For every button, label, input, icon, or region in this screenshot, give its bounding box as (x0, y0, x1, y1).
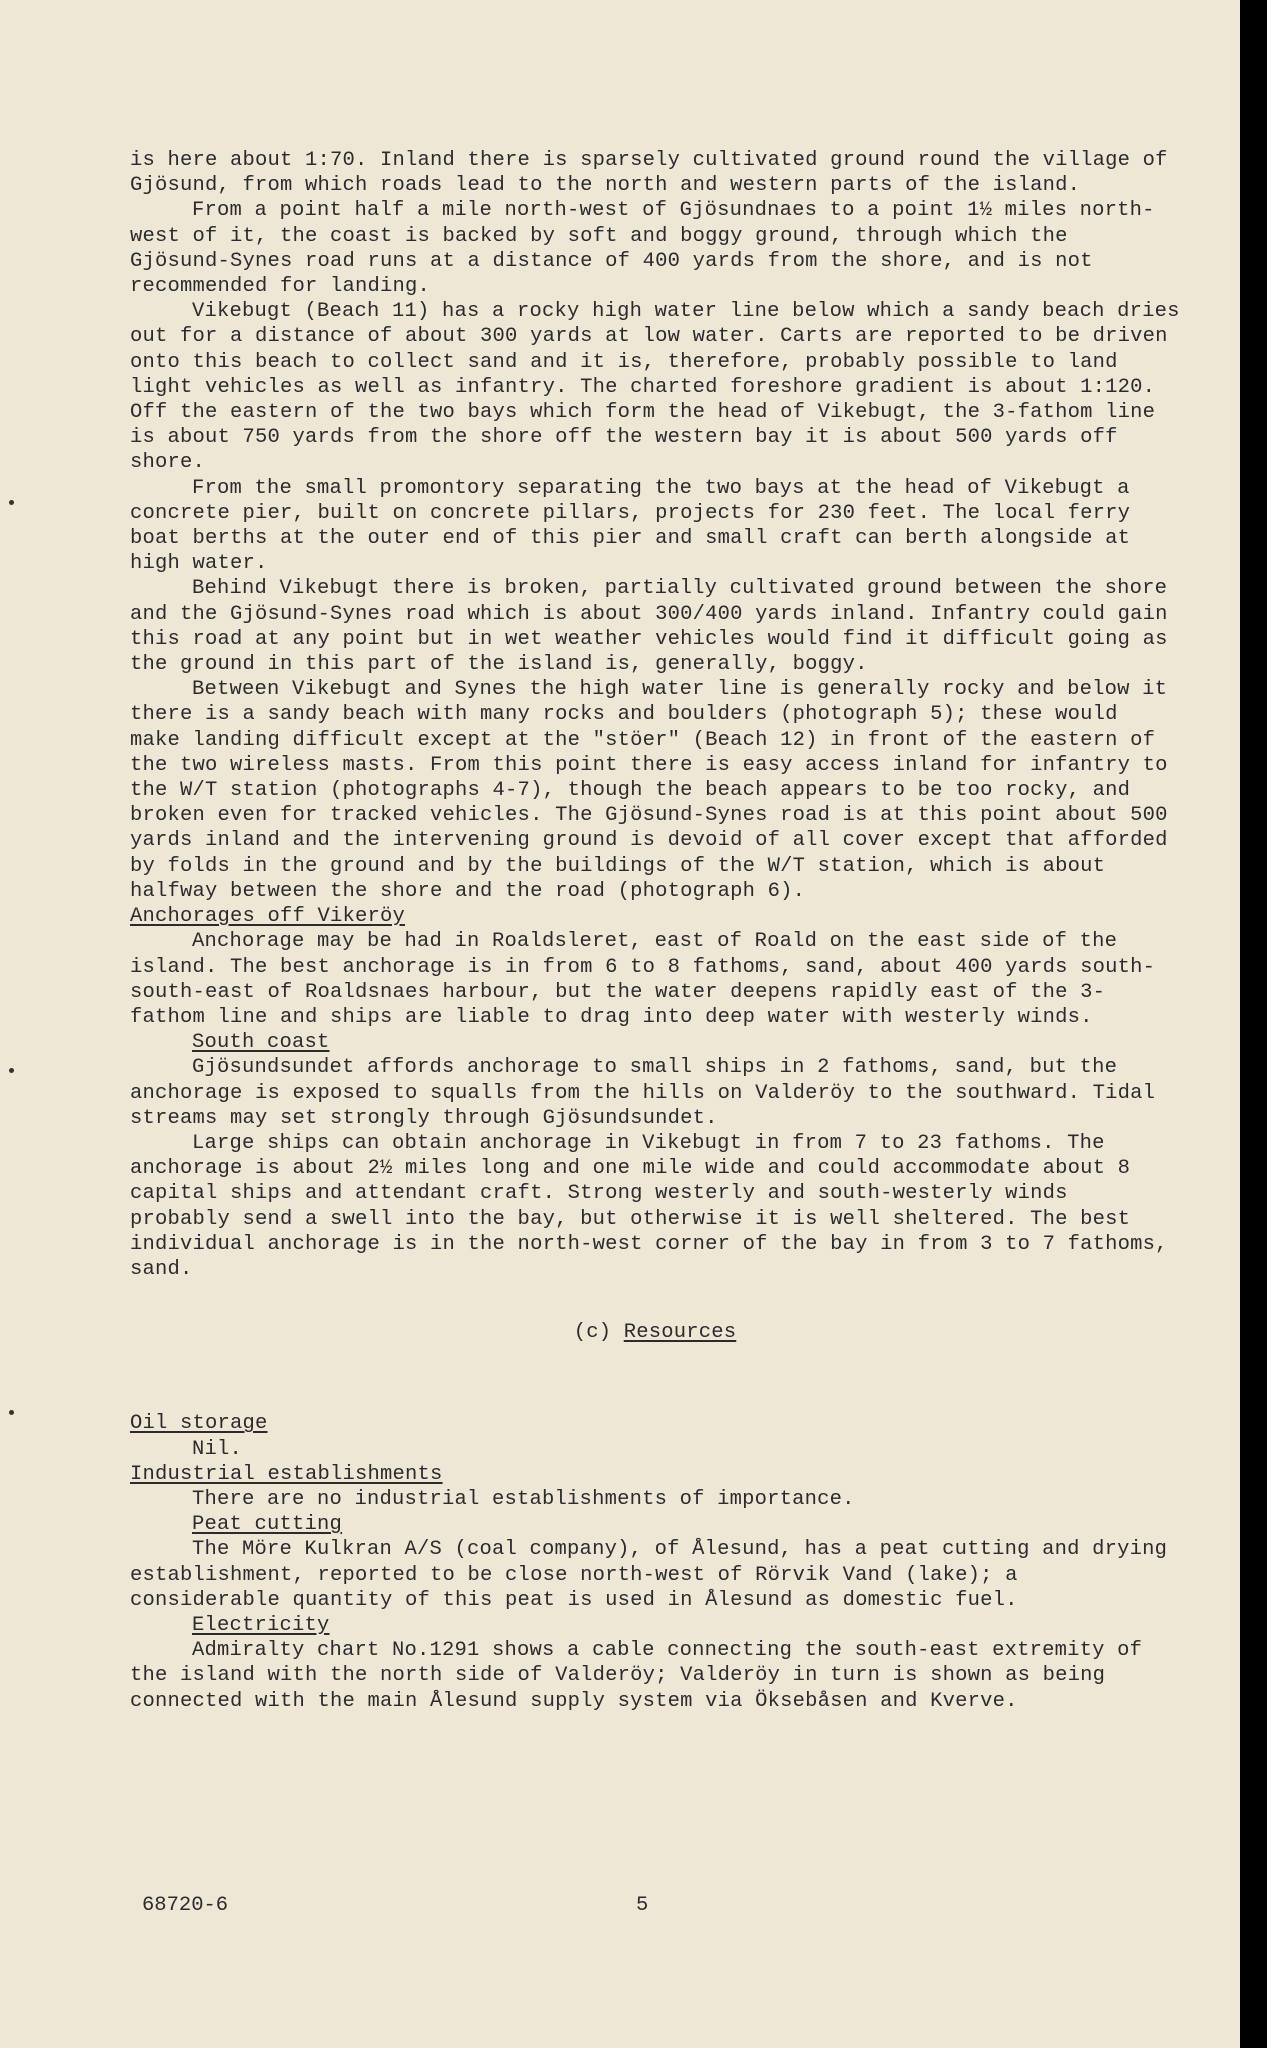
electricity-heading: Electricity (192, 1613, 330, 1637)
paragraph: Large ships can obtain anchorage in Vikebugt in from 7 to 23 fathoms. The anchorage is about 2½ miles long and one mile wide and could accommodate about 8 capital ships and attendant craft. Strong westerly and south-westerly winds probably send a swell into the bay, but otherwise it is well sheltered. The best individual anchorage is in the north-west corner of the bay in from 3 to 7 fathoms, sand. (130, 1131, 1168, 1281)
industrial-text: There are no industrial establishments of importance. (192, 1487, 855, 1511)
paragraph: From the small promontory separating the two bays at the head of Vikebugt a concrete pier, built on concrete pillars, projects for 230 feet. The local ferry boat berths at the outer end of this pier and small craft can berth alongside at high water. (130, 476, 1131, 576)
paragraph: Vikebugt (Beach 11) has a rocky high water line below which a sandy beach dries out for a distance of about 300 yards at low water. Carts are reported to be driven onto this beach to collect sand and it is, therefore, probably possible to land light vehicles as well as infantry. The charted foreshore gradient is about 1:120. Off the eastern of the two bays which form the head of Vikebugt, the 3-fathom line is about 750 yards from the shore off the western bay it is about 500 yards off shore. (130, 300, 1180, 475)
industrial-heading: Industrial establishments (130, 1462, 443, 1486)
paragraph: is here about 1:70. Inland there is sparsely cultivated ground round the village of Gjösund, from which roads lead to the north and western parts of the island. (130, 149, 1168, 198)
resources-heading: Resources (623, 1321, 737, 1345)
electricity-text: Admiralty chart No.1291 shows a cable connecting the south-east extremity of the island with the north side of Valderöy; Valderöy in turn is shown as being connected with the main Ålesund supply system via Öksebåsen and Kverve. (130, 1639, 1143, 1713)
oil-text: Nil. (192, 1437, 243, 1461)
oil-heading: Oil storage (130, 1412, 268, 1436)
resources-heading-prefix: (c) (573, 1321, 624, 1345)
paragraph: Between Vikebugt and Synes the high water line is generally rocky and below it there is a sandy beach with many rocks and boulders (photograph 5); these would make landing difficult except at the "stöer" (Beach 12) in front of the eastern of the two wireless masts. From this point there is easy access inland for infantry to the W/T station (photographs 4-7), though the beach appears to be too rocky, and broken even for tracked vehicles. The Gjösund-Synes road is at this point about 500 yards inland and the intervening ground is devoid of all cover except that afforded by folds in the ground and by the buildings of the W/T station, which is about halfway between the shore and the road (photograph 6). (130, 678, 1168, 903)
page-number: 5 (636, 1894, 649, 1917)
peat-heading: Peat cutting (192, 1513, 343, 1537)
punch-mark (9, 1068, 14, 1073)
resources-heading-line (130, 1320, 1180, 1345)
body-text (130, 148, 1180, 1714)
peat-text: The Möre Kulkran A/S (coal company), of Ålesund, has a peat cutting and drying establishment, reported to be close north-west of Rörvik Vand (lake); a considerable quantity of this peat is used in Ålesund as domestic fuel. (130, 1538, 1168, 1612)
punch-mark (9, 1410, 14, 1415)
paragraph: Behind Vikebugt there is broken, partially cultivated ground between the shore and the Gjösund-Synes road which is about 300/400 yards inland. Infantry could gain this road at any point but in wet weather vehicles would find it difficult going as the ground in this part of the island is, generally, boggy. (130, 577, 1168, 677)
subsection-heading: South coast (192, 1031, 330, 1055)
punch-mark (9, 500, 14, 505)
document-id: 68720-6 (142, 1894, 229, 1917)
paragraph: Gjösundsundet affords anchorage to small ships in 2 fathoms, sand, but the anchorage is exposed to squalls from the hills on Valderöy to the southward. Tidal streams may set strongly through Gjösundsundet. (130, 1056, 1156, 1130)
paragraph: From a point half a mile north-west of Gjösundnaes to a point 1½ miles north-west of it, the coast is backed by soft and boggy ground, through which the Gjösund-Synes road runs at a distance of 400 yards from the shore, and is not recommended for landing. (130, 199, 1155, 299)
paragraph: Anchorage may be had in Roaldsleret, east of Roald on the east side of the island. The best anchorage is in from 6 to 8 fathoms, sand, about 400 yards south-south-east of Roaldsnaes harbour, but the water deepens rapidly east of the 3-fathom line and ships are liable to drag into deep water with westerly winds. (130, 930, 1156, 1029)
section-heading: Anchorages off Vikeröy (130, 905, 406, 929)
